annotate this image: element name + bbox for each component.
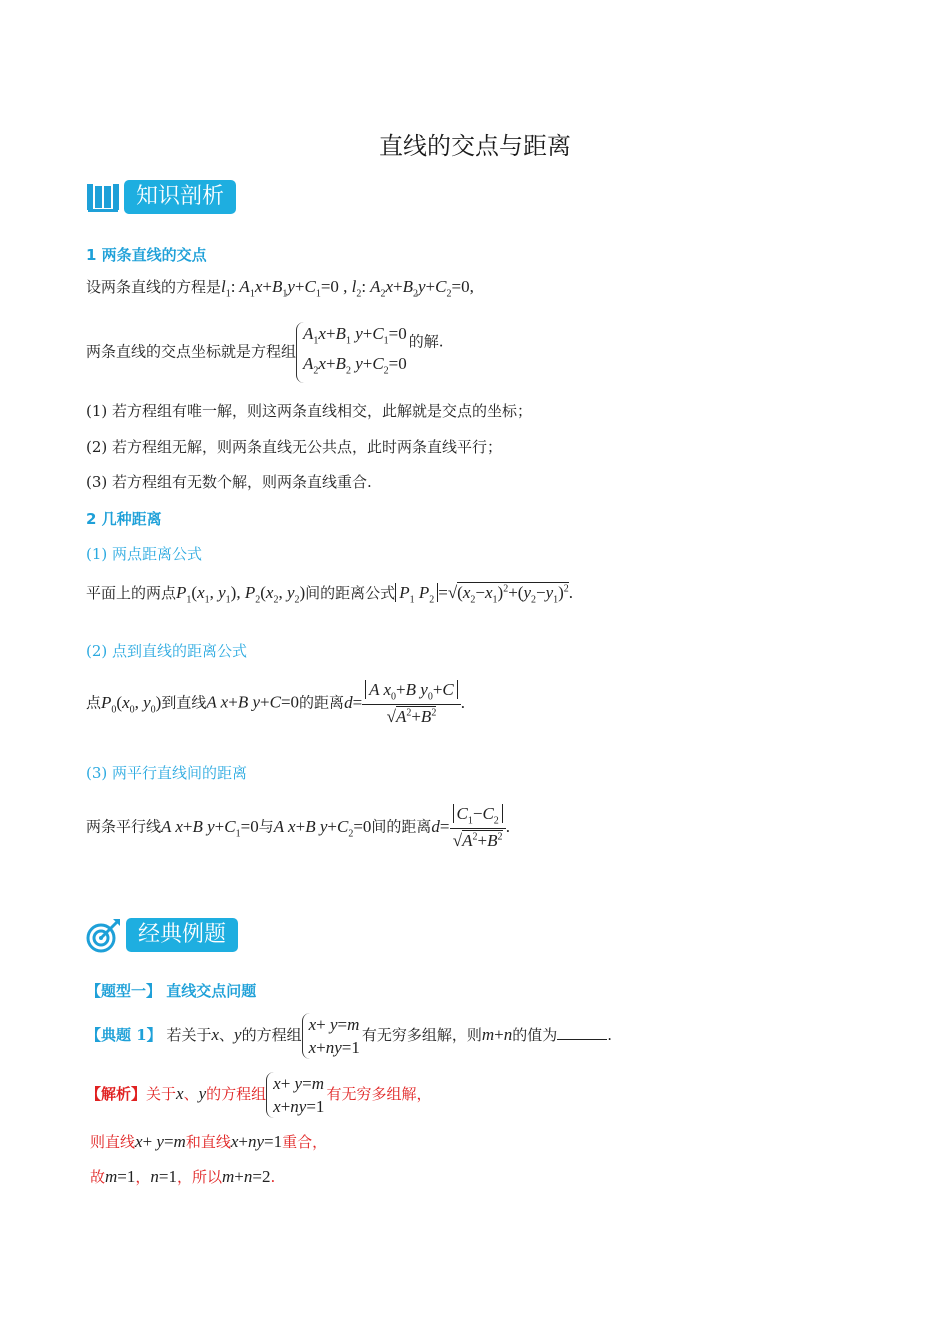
expr-m-plus-n: m+n (481, 1025, 513, 1044)
equation-system: x+ y=m x+ny=1 (266, 1072, 326, 1118)
var-x: x (176, 1084, 184, 1103)
section-banner-knowledge (86, 178, 236, 216)
subheading-parallel: (3) 两平行直线间的距离 (86, 764, 248, 782)
text: 、 (219, 1026, 235, 1044)
paragraph-system (86, 322, 444, 383)
equation-system: $A_1x+B_1$ $y+C_1=0$ $A_2x+B_2$ $y+C_2=0$ (296, 322, 409, 383)
formula-lines: $l_1$: $A_1x+B_1y+C_1=0$ , $l_2$: $A_2x+B_2y+C_2=0$, (221, 277, 474, 300)
subheading-two-point: (1) 两点距离公式 (86, 545, 203, 563)
text: 、 (183, 1085, 199, 1103)
text: 则直线 (90, 1133, 136, 1151)
text: 两条直线的交点坐标就是方程组 (86, 342, 297, 361)
page-title: 直线的交点与距离 (379, 132, 571, 160)
formula-point: $P_0(x_0$, $y_0$) (101, 692, 162, 715)
text: 和直线 (185, 1133, 231, 1151)
text: 若关于 (166, 1026, 212, 1044)
text: 到直线 (161, 693, 207, 712)
var-y: y (234, 1025, 242, 1044)
subheading-point-line: (2) 点到直线的距离公式 (86, 642, 248, 660)
solution-line-3 (90, 1166, 275, 1187)
formula-points: $P_1(x_1$, $y_1$), $P_2(x_2$, $y_2$) (176, 583, 306, 606)
problem-type-label: 【题型一】 直线交点问题 (86, 982, 257, 1000)
text: 的方程组 (241, 1026, 302, 1044)
text: 两条平行线 (86, 817, 162, 836)
item-2: (2) 若方程组无解，则两条直线无公共点，此时两条直线平行； (86, 438, 503, 456)
text: 与 (258, 817, 274, 836)
text: 关于 (146, 1085, 177, 1103)
formula-point-line-distance: d= $\frac{A x_0+B y_0+C}{√A^2+B^2}$ . (344, 680, 465, 727)
text: 间的距离 (371, 817, 432, 836)
section-heading-distances: 2 几种距离 (86, 510, 162, 528)
text: . (270, 1168, 276, 1186)
solution-line-1 (86, 1072, 431, 1118)
solution-label: 【解析】 (86, 1085, 147, 1103)
text: 的值为 (512, 1026, 558, 1044)
var-x: x (211, 1025, 220, 1044)
formula: m=1 (105, 1167, 136, 1186)
formula-line: A x+B y+C=0 (206, 692, 300, 712)
banner-label: 知识剖析 (124, 180, 236, 214)
paragraph-parallel (86, 804, 510, 851)
text: 重合， (282, 1133, 328, 1151)
example-1: 【典题 1】 若关于x、y的方程组x+ y=m x+ny=1有无穷多组解，则m+n的值为 . (86, 1015, 613, 1057)
solution-line-2 (90, 1131, 327, 1152)
text: 间的距离公式 (305, 584, 396, 602)
formula-line-2: A x+B $y+C_2=0$ (273, 816, 372, 839)
var-y: y (198, 1084, 207, 1103)
text: ，所以 (177, 1168, 223, 1186)
banner-label: 经典例题 (126, 918, 238, 952)
item-1: (1) 若方程组有唯一解，则这两条直线相交，此解就是交点的坐标； (86, 402, 533, 420)
equation-system: x+ y=m x+ny=1 (302, 1013, 362, 1059)
open-book-icon (86, 180, 120, 214)
formula: x+ny=1 (230, 1132, 283, 1151)
formula-distance: $P_1$ $P_2 =√(x_2-x_1)^2+(y_2-y_1)^2$. (395, 582, 573, 602)
example-label: 【典题 1】 (86, 1026, 162, 1044)
paragraph-point-line (86, 680, 465, 727)
paragraph-two-point (86, 582, 573, 605)
formula-line-1: A x+B $y+C_1=0$ (161, 816, 259, 839)
text: 故 (90, 1168, 106, 1186)
text: 有无穷多组解， (326, 1085, 432, 1103)
formula: m+n=2 (222, 1167, 271, 1186)
section-heading-intersection: 1 两条直线的交点 (86, 246, 207, 264)
formula: n=1 (150, 1167, 177, 1186)
formula-parallel-distance: d= $\frac{C_1-C_2}{√A^2+B^2}$ . (431, 804, 511, 851)
text: 的方程组 (206, 1085, 267, 1103)
target-dart-icon (86, 917, 122, 953)
text: 有无穷多组解，则 (361, 1026, 482, 1044)
item-3: (3) 若方程组有无数个解，则两条直线重合. (86, 473, 372, 491)
text: 的解. (408, 332, 444, 351)
section-banner-examples (86, 916, 238, 954)
paragraph-line-equations (86, 276, 474, 299)
text: ， (135, 1168, 151, 1186)
text: 点 (86, 693, 102, 712)
answer-blank[interactable] (557, 1027, 607, 1040)
text: 平面上的两点 (86, 584, 177, 602)
text: 的距离 (299, 693, 345, 712)
text: 设两条直线的方程是 (86, 278, 222, 296)
formula: x+ y=m (135, 1132, 186, 1151)
